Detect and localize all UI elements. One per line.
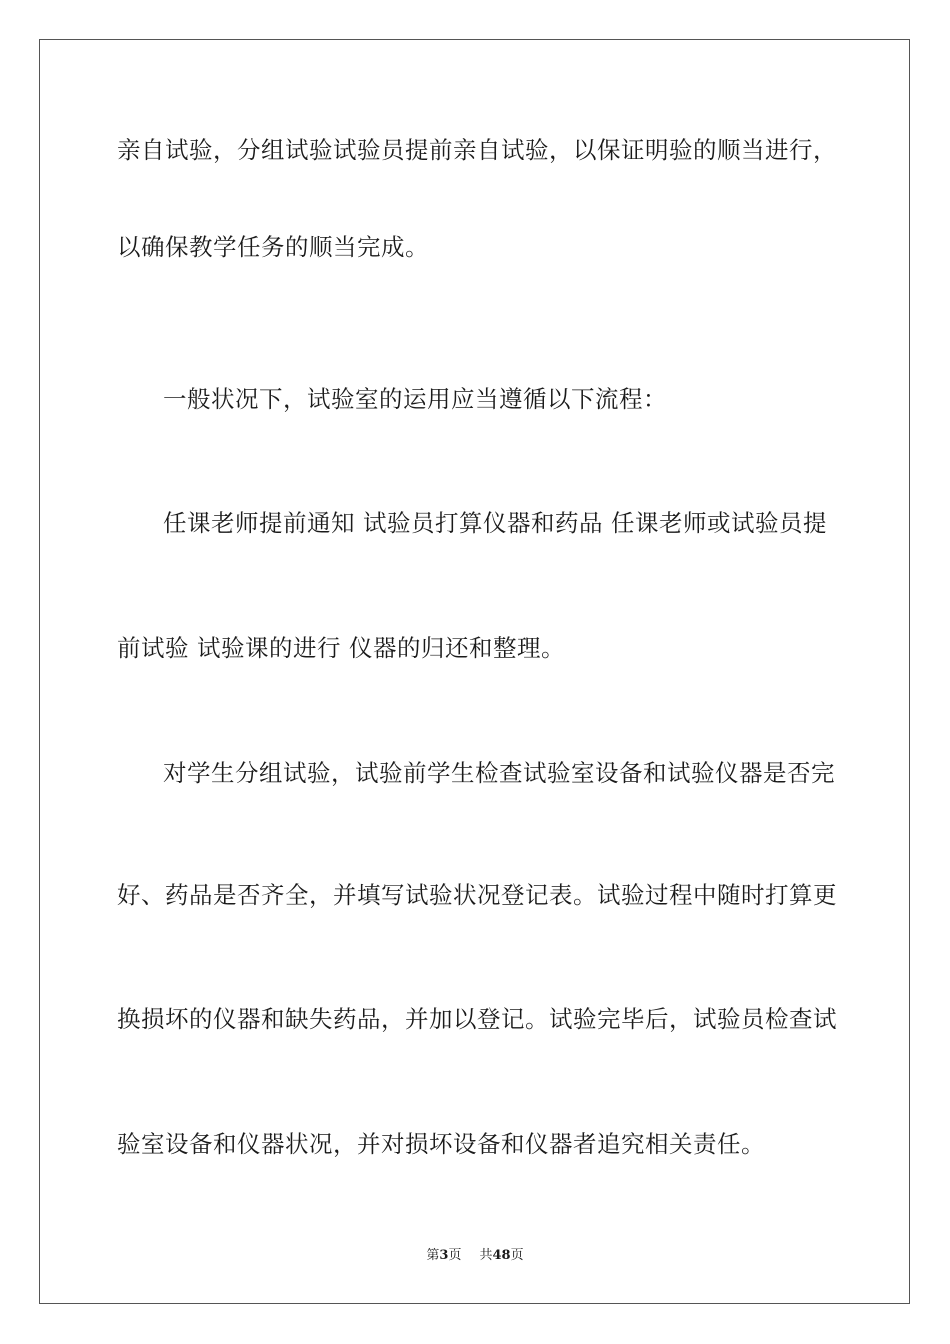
paragraph-line-6: 对学生分组试验，试验前学生检查试验室设备和试验仪器是否完 (163, 759, 835, 787)
paragraph-line-5: 前试验 试验课的进行 仪器的归还和整理。 (117, 634, 565, 662)
footer-total-suffix: 页 (510, 1248, 524, 1263)
paragraph-line-4: 任课老师提前通知 试验员打算仪器和药品 任课老师或试验员提 (163, 509, 827, 537)
paragraph-line-7: 好、药品是否齐全，并填写试验状况登记表。试验过程中随时打算更 (117, 881, 837, 909)
paragraph-line-8: 换损坏的仪器和缺失药品，并加以登记。试验完毕后，试验员检查试 (117, 1005, 837, 1033)
paragraph-line-2: 以确保教学任务的顺当完成。 (117, 233, 429, 261)
footer-total-prefix: 共 (479, 1248, 493, 1263)
paragraph-line-1: 亲自试验，分组试验试验员提前亲自试验，以保证明验的顺当进行， (117, 136, 837, 164)
footer-page-number: 3 (439, 1248, 449, 1263)
footer-page-prefix: 第 (426, 1248, 440, 1263)
footer-page-suffix: 页 (448, 1248, 462, 1263)
page-footer (0, 1247, 950, 1265)
footer-total-number: 48 (492, 1248, 511, 1263)
paragraph-line-9: 验室设备和仪器状况，并对损坏设备和仪器者追究相关责任。 (117, 1130, 765, 1158)
page-border (39, 39, 910, 1304)
paragraph-line-3: 一般状况下，试验室的运用应当遵循以下流程： (163, 385, 667, 413)
